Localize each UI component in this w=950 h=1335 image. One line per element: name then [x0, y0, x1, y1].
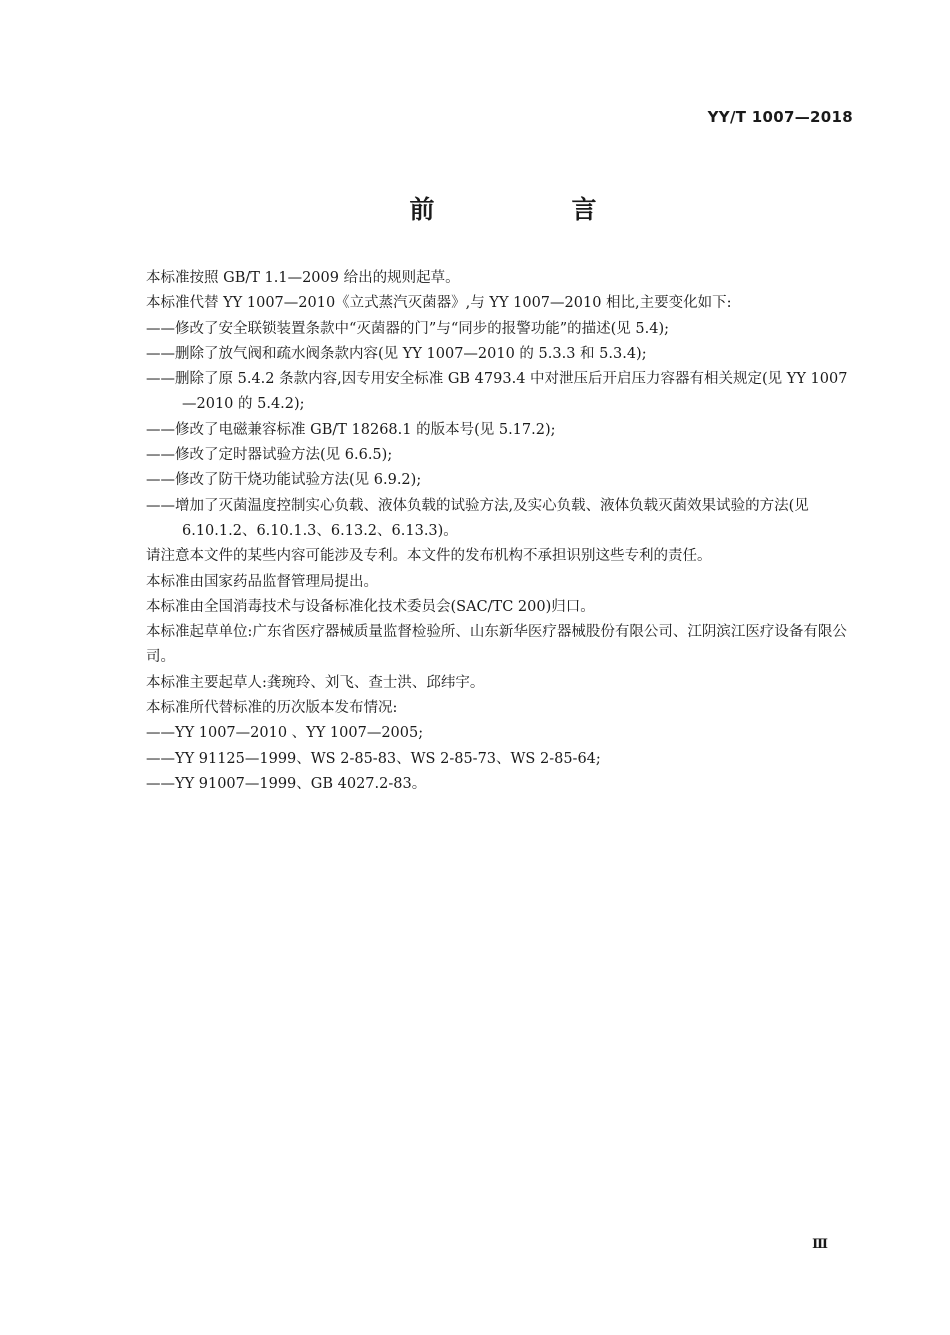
list-item: ——修改了电磁兼容标准 GB/T 18268.1 的版本号(见 5.17.2); — [146, 421, 556, 438]
list-item: ——删除了原 5.4.2 条款内容,因专用安全标准 GB 4793.4 中对泄压后开启压力容器有相关规定(见 YY 1007—2010 的 5.4.2); — [146, 371, 848, 413]
standard-code: YY/T 1007—2018 — [707, 108, 853, 126]
paragraph: 请注意本文件的某些内容可能涉及专利。本文件的发布机构不承担识别这些专利的责任。 — [146, 548, 712, 565]
page-title: 前 言 — [409, 195, 653, 224]
list-item: ——YY 91007—1999、GB 4027.2-83。 — [146, 775, 427, 792]
list-item: ——删除了放气阀和疏水阀条款内容(见 YY 1007—2010 的 5.3.3 和 5.3.4); — [146, 345, 647, 362]
paragraph: 本标准主要起草人:龚琬玲、刘飞、查士洪、邱纬宇。 — [146, 674, 485, 691]
list-item: ——YY 1007—2010 、YY 1007—2005; — [146, 725, 424, 742]
page-number: Ⅲ — [812, 1237, 828, 1252]
list-item: ——YY 91125—1999、WS 2-85-83、WS 2-85-73、WS 2-85-64; — [146, 750, 601, 767]
list-item: ——修改了定时器试验方法(见 6.6.5); — [146, 447, 393, 464]
paragraph: 本标准按照 GB/T 1.1—2009 给出的规则起草。 — [146, 270, 460, 286]
document-body — [146, 266, 854, 797]
paragraph: 本标准代替 YY 1007—2010《立式蒸汽灭菌器》,与 YY 1007—2010 相比,主要变化如下: — [146, 295, 732, 312]
list-item: ——修改了安全联锁装置条款中“灭菌器的门”与“同步的报警功能”的描述(见 5.4); — [146, 320, 670, 337]
paragraph: 本标准由国家药品监督管理局提出。 — [146, 573, 378, 590]
list-item: ——修改了防干烧功能试验方法(见 6.9.2); — [146, 472, 422, 489]
paragraph: 本标准起草单位:广东省医疗器械质量监督检验所、山东新华医疗器械股份有限公司、江阴滨江医疗设备有限公司。 — [146, 624, 847, 666]
paragraph: 本标准由全国消毒技术与设备标准化技术委员会(SAC/TC 200)归口。 — [146, 598, 595, 615]
paragraph: 本标准所代替标准的历次版本发布情况: — [146, 700, 398, 717]
list-item: ——增加了灭菌温度控制实心负载、液体负载的试验方法,及实心负载、液体负载灭菌效果试验的方法(见 6.10.1.2、6.10.1.3、6.13.2、6.13.3)。 — [146, 497, 809, 539]
